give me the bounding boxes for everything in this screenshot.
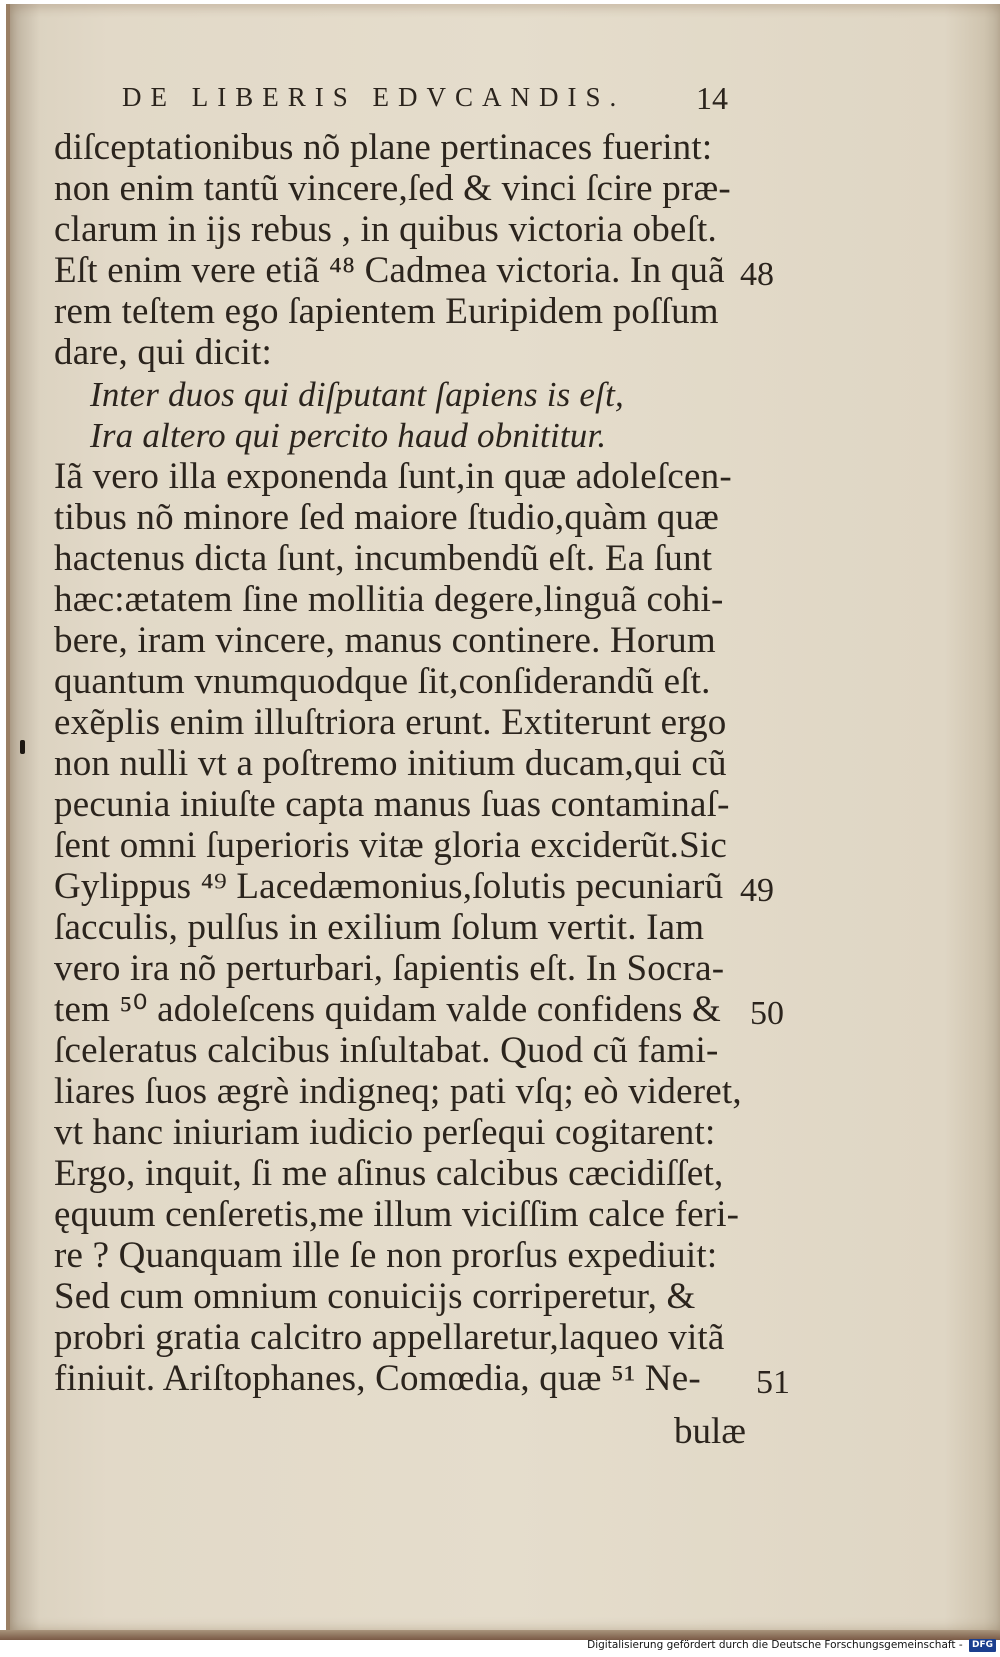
text-line: clarum in ijs rebus , in quibus victoria obeſt. — [54, 209, 717, 250]
verse-line: Inter duos qui diſputant ſapiens is eſt, — [90, 375, 624, 414]
ink-blot — [20, 740, 25, 754]
text-line: pecunia iniuſte capta manus ſuas contaminaſ- — [54, 784, 730, 825]
text-line: Gylippus ⁴⁹ Lacedæmonius,ſolutis pecuniarũ — [54, 866, 724, 907]
text-line: tibus nõ minore ſed maiore ſtudio,quàm quæ — [54, 497, 720, 538]
text-line: vero ira nõ perturbari, ſapientis eſt. In Socra- — [54, 948, 725, 989]
catchword: bulæ — [674, 1411, 746, 1452]
text-line: Eſt enim vere etiã ⁴⁸ Cadmea victoria. In quã — [54, 250, 725, 291]
text-line: ſceleratus calcibus inſultabat. Quod cũ fami- — [54, 1030, 719, 1071]
text-line: ęquum cenſeretis,me illum viciſſim calce feri- — [54, 1194, 740, 1235]
text-line: hæc:ætatem ſine mollitia degere,linguã cohi- — [54, 579, 724, 620]
text-line: non enim tantũ vincere,ſed & vinci ſcire præ- — [54, 168, 731, 209]
margin-note: 48 — [740, 256, 774, 293]
text-line: quantum vnumquodque ſit,conſiderandũ eſt. — [54, 661, 711, 702]
text-line: hactenus dicta ſunt, incumbendũ eſt. Ea ſunt — [54, 538, 713, 579]
page-number: 14 — [696, 80, 728, 116]
text-line: ſent omni ſuperioris vitæ gloria exciderũt.Sic — [54, 825, 728, 866]
text-line: ſacculis, pulſus in exilium ſolum vertit. Iam — [54, 907, 705, 948]
text-line: vt hanc iniuriam iudicio perſequi cogitarent: — [54, 1112, 716, 1153]
text-line: re ? Quanquam ille ſe non prorſus expediuit: — [54, 1235, 718, 1276]
text-line: finiuit. Ariſtophanes, Comœdia, quæ ⁵¹ Ne- — [54, 1358, 701, 1399]
dfg-logo: DFG — [969, 1639, 996, 1652]
text-line: non nulli vt a poſtremo initium ducam,qui cũ — [54, 743, 727, 784]
text-line: exẽplis enim illuſtriora erunt. Extiterunt ergo — [54, 702, 727, 743]
text-line: rem teſtem ego ſapientem Euripidem poſſum — [54, 291, 719, 332]
text-line: bere, iram vincere, manus continere. Horum — [54, 620, 716, 661]
text-line: dare, qui dicit: — [54, 332, 272, 373]
margin-note: 51 — [756, 1364, 790, 1401]
text-line: Iã vero illa exponenda ſunt,in quæ adoleſcen- — [54, 456, 732, 497]
text-line: Sed cum omnium conuicijs corriperetur, & — [54, 1276, 696, 1317]
running-head: DE LIBERIS EDVCANDIS. — [122, 82, 626, 112]
digitization-footer — [587, 1636, 996, 1654]
text-line: tem ⁵⁰ adoleſcens quidam valde confidens & — [54, 989, 721, 1030]
text-line: Ergo, inquit, ſi me aſinus calcibus cæcidiſſet, — [54, 1153, 724, 1194]
text-line: liares ſuos ægrè indigneq; pati vſq; eò videret, — [54, 1071, 742, 1112]
text-line: diſceptationibus nõ plane pertinaces fuerint: — [54, 127, 713, 168]
margin-note: 50 — [750, 995, 784, 1032]
margin-note: 49 — [740, 872, 774, 909]
footer-text: Digitalisierung gefördert durch die Deutsche Forschungsgemeinschaft - — [587, 1639, 963, 1651]
text-line: probri gratia calcitro appellaretur,laqueo vitã — [54, 1317, 725, 1358]
book-page — [6, 4, 1000, 1634]
verse-line: Ira altero qui percito haud obnititur. — [90, 416, 607, 455]
